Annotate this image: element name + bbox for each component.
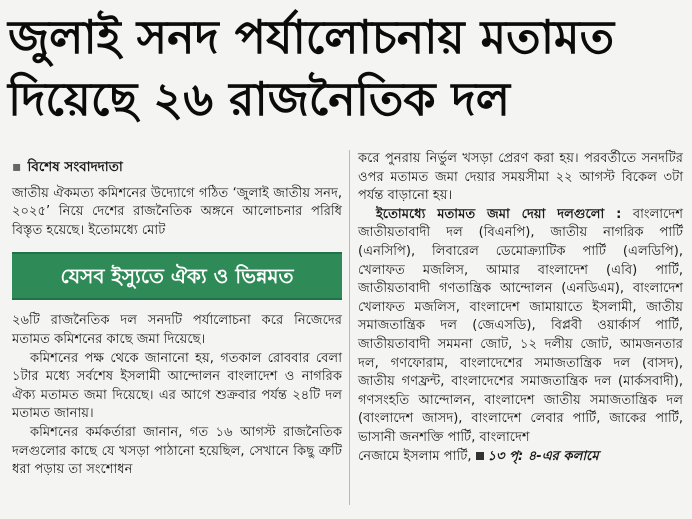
continuation-line [358,448,683,467]
section-banner [12,252,342,300]
byline [12,158,342,177]
party-list-body: বাংলাদেশ জাতীয়তাবাদী দল (বিএনপি), জাতীয় নাগরিক পার্টি (এনসিপি), লিবারেল ডেমোক্র্যাটিক পার্টি (এলডিপি), খেলাফত মজলিস, আমার বাংলাদেশ (এবি) পার্টি, জাতীয়তাবাদী গণতান্ত্রিক আন্দোলন (এনডিএম), বাংলাদেশ খেলাফত মজলিস, বাংলাদেশ জামায়াতে ইসলামী, জাতীয় সমাজতান্ত্রিক দল (জেএসডি), বিপ্লবী ওয়ার্কার্স পার্টি, জাতীয়তাবাদী সমমনা জোট, ১২ দলীয় জোট, আমজনতার দল, গণফোরাম, বাংলাদেশের সমাজতান্ত্রিক দল (বাসদ), জাতীয় গণফ্রন্ট, বাংলাদেশের সমাজতান্ত্রিক দল (মার্কসবাদী), গণসংহতি আন্দোলন, বাংলাদেশ জাতীয় সমাজতান্ত্রিক দল (বাংলাদেশ জাসদ), বাংলাদেশ লেবার পার্টি, জাকের পার্টি, ভাসানী জনশক্তি পার্টি, বাংলাদেশ [358,206,683,445]
paragraph-3: কমিশনের কর্মকর্তারা জানান, গত ১৬ আগস্ট রাজনৈতিক দলগুলোর কাছে যে খসড়া পাঠানো হয়েছিল, সেখানে কিছু ত্রুটি ধরা পড়ায় তা সংশোধন [12,424,342,478]
party-list-paragraph [358,206,683,448]
left-column [12,158,342,480]
paragraph-1: ২৬টি রাজনৈতিক দল সনদটি পর্যালোচনা করে নিজেদের মতামত কমিশনের কাছে জমা দিয়েছে। [12,313,342,347]
headline-line-1: জুলাই সনদ পর্যালোচনায় মতামত [8,10,615,64]
headline [8,6,684,130]
right-paragraph-1: করে পুনরায় নির্ভুল খসড়া প্রেরণ করা হয়। পরবর্তীতে সনদটির ওপর মতামত জমা দেয়ার সময়সীমা ২২ আগস্ট বিকেল ৩টা পর্যন্ত বাড়ানো হয়। [358,151,683,204]
byline-text: বিশেষ সংবাদদাতা [27,159,123,175]
column-divider [349,150,350,505]
intro-paragraph: জাতীয় ঐকমত্য কমিশনের উদ্যোগে গঠিত ‘জুলাই জাতীয় সনদ, ২০২৫’ নিয়ে দেশের রাজনৈতিক অঙ্গনে আলোচনার পরিধি বিস্তৃত হয়েছে। ইতোমধ্যে মোট [12,185,342,238]
party-list-last: নেজামে ইসলাম পার্টি, [358,448,472,464]
paragraph-2: কমিশনের পক্ষ থেকে জানানো হয়, গতকাল রোববার বেলা ১টার মধ্যে সর্বশেষ ইসলামী আন্দোলন বাংলাদেশ ও নাগরিক ঐক্য মতামত জমা দিয়েছে। এর আগে শুক্রবার পর্যন্ত ২৪টি দল মতামত জানায়। [12,350,342,422]
party-list-lead: ইতোমধ্যে মতামত জমা দেয়া দলগুলো : [376,206,622,222]
right-column [358,150,683,466]
section-banner-text: যেসব ইস্যুতে ঐক্য ও ভিন্নমত [60,264,294,289]
continuation-link[interactable]: ১৩ পৃ: ৪-এর কলামে [487,448,599,464]
headline-line-2: দিয়েছে ২৬ রাজনৈতিক দল [8,72,511,126]
continuation-square-icon [476,452,484,460]
byline-bullet-icon: ▪ [12,159,22,175]
